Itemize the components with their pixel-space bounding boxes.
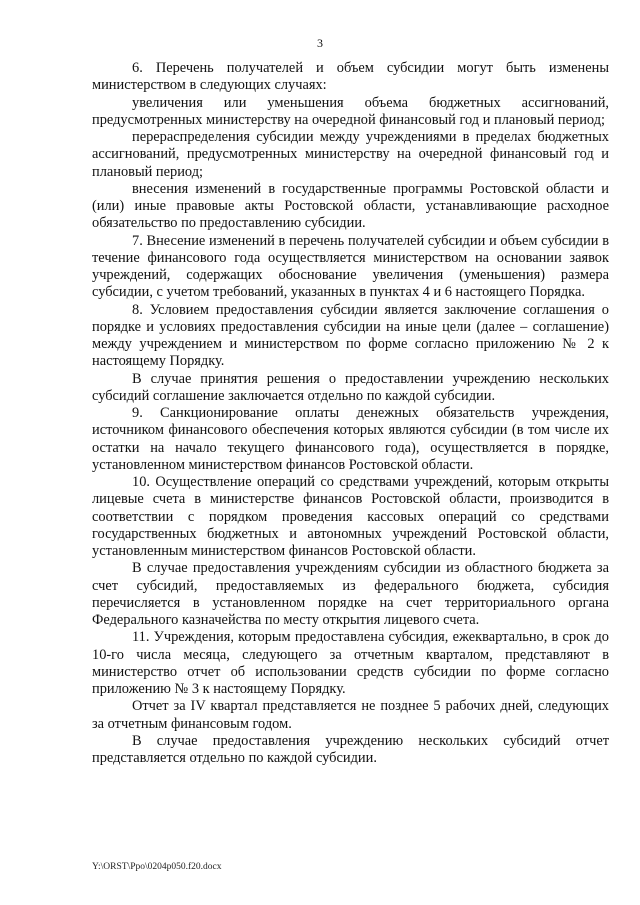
paragraph-6-case-increase: увеличения или уменьшения объема бюджетных ассигнований, предусмотренных министерству на очередной финансовый год и плановый период; [92,94,609,128]
paragraph-10-federal-subsidy: В случае предоставления учреждениям субсидии из областного бюджета за счет субсидий, предоставляемых из федерального бюджета, субсидия перечисляется в установленном порядке на счет территориального органа Федерального казначейства по месту открытия лицевого счета. [92,560,609,628]
page-number: 3 [317,36,323,50]
paragraph-11-multiple-reports: В случае предоставления учреждению нескольких субсидий отчет представляется отдельно по каждой субсидии. [92,732,609,766]
paragraph-7: 7. Внесение изменений в перечень получателей субсидии и объем субсидии в течение финансового года осуществляется министерством на основании заявок учреждений, содержащих обоснование увеличения (уменьшения) размера субсидии, с учетом требований, указанных в пунктах 4 и 6 настоящего Порядка. [92,232,609,301]
paragraph-9: 9. Санкционирование оплаты денежных обязательств учреждения, источником финансового обеспечения которых являются субсидии (в том числе их остатки на начало текущего финансового года), осуществляется в порядке, установленном министерством финансов Ростовской области. [92,405,609,473]
paragraph-8: 8. Условием предоставления субсидии является заключение соглашения о порядке и условиях предоставления субсидии на иные цели (далее – соглашение) между учреждением и министерством по форме согласно приложению № 2 к настоящему Порядку. [92,301,609,370]
paragraph-11-q4-report: Отчет за IV квартал представляется не позднее 5 рабочих дней, следующих за отчетным финансовым годом. [92,698,609,732]
paragraph-10: 10. Осуществление операций со средствами учреждений, которым открыты лицевые счета в министерстве финансов Ростовской области, производится в соответствии с порядком проведения кассовых операций со средствами государственных бюджетных и автономных учреждений Ростовской области, установленным министерством финансов Ростовской области. [92,474,609,559]
paragraph-6-case-amendments: внесения изменений в государственные программы Ростовской области и (или) иные правовые акты Ростовской области, устанавливающие расходное обязательство по предоставлению субсидии. [92,180,609,232]
paragraph-6-case-redistribution: перераспределения субсидии между учреждениями в пределах бюджетных ассигнований, предусмотренных министерству на очередной финансовый год и плановый период; [92,129,609,180]
document-body [92,60,609,767]
paragraph-8-multiple-subsidies: В случае принятия решения о предоставлении учреждению нескольких субсидий соглашение заключается отдельно по каждой субсидии. [92,370,609,404]
file-path-footer: Y:\ORST\Ppo\0204p050.f20.docx [92,862,222,872]
paragraph-6: 6. Перечень получателей и объем субсидии могут быть изменены министерством в следующих случаях: [92,60,609,94]
paragraph-11: 11. Учреждения, которым предоставлена субсидия, ежеквартально, в срок до 10-го числа месяца, следующего за отчетным кварталом, представляют в министерство отчет об использовании средств субсидии по форме согласно приложению № 3 к настоящему Порядку. [92,629,609,697]
